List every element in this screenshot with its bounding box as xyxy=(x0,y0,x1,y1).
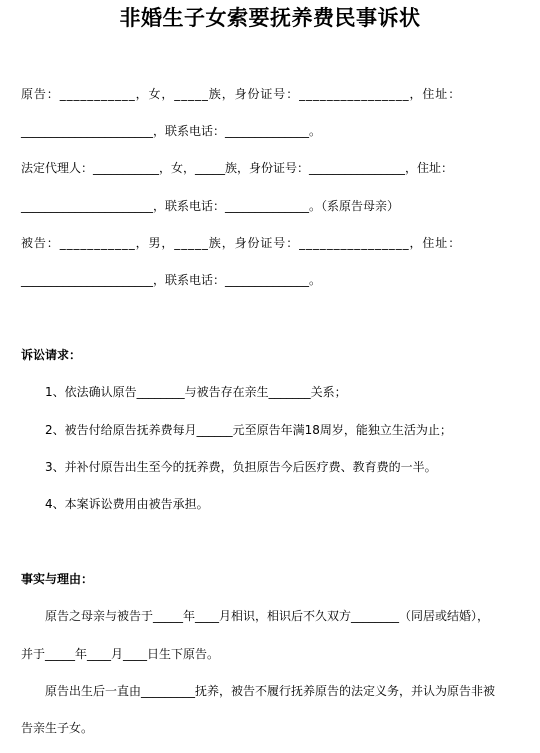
defendant-info-line-1: 被告：___________，男，_____族，身份证号：________________，住址： xyxy=(21,236,462,250)
claims-heading: 诉讼请求： xyxy=(21,348,82,362)
facts-paragraph-1-line-2: 并于_____年____月____日生下原告。 xyxy=(21,647,220,661)
claim-item: 1、依法确认原告________与被告存在亲生_______关系； xyxy=(45,385,347,399)
agent-info-line-1: 法定代理人：___________，女，_____族，身份证号：________________，住址： xyxy=(21,161,454,175)
facts-paragraph-1-line-1: 原告之母亲与被告于_____年____月相识，相识后不久双方________（同居或结婚）， xyxy=(45,609,490,623)
document-title: 非婚生子女索要抚养费民事诉状 xyxy=(119,5,421,30)
plaintiff-info-line-2: ______________________，联系电话：______________。 xyxy=(21,124,322,138)
claim-item: 2、被告付给原告抚养费每月______元至原告年满18周岁，能独立生活为止； xyxy=(45,423,452,437)
agent-info-line-2: ______________________，联系电话：______________。（系原告母亲） xyxy=(21,199,400,213)
facts-paragraph-2-line-1: 原告出生后一直由_________抚养，被告不履行抚养原告的法定义务，并认为原告非被 xyxy=(45,684,496,698)
plaintiff-info-line-1: 原告：___________，女，_____族，身份证号：________________，住址： xyxy=(21,87,462,101)
facts-paragraph-2-line-2: 告亲生子女。 xyxy=(21,721,94,735)
claim-item: 4、本案诉讼费用由被告承担。 xyxy=(45,497,209,511)
claim-item: 3、并补付原告出生至今的抚养费，负担原告今后医疗费、教育费的一半。 xyxy=(45,460,437,474)
facts-heading: 事实与理由： xyxy=(21,572,94,586)
defendant-info-line-2: ______________________，联系电话：______________。 xyxy=(21,273,322,287)
